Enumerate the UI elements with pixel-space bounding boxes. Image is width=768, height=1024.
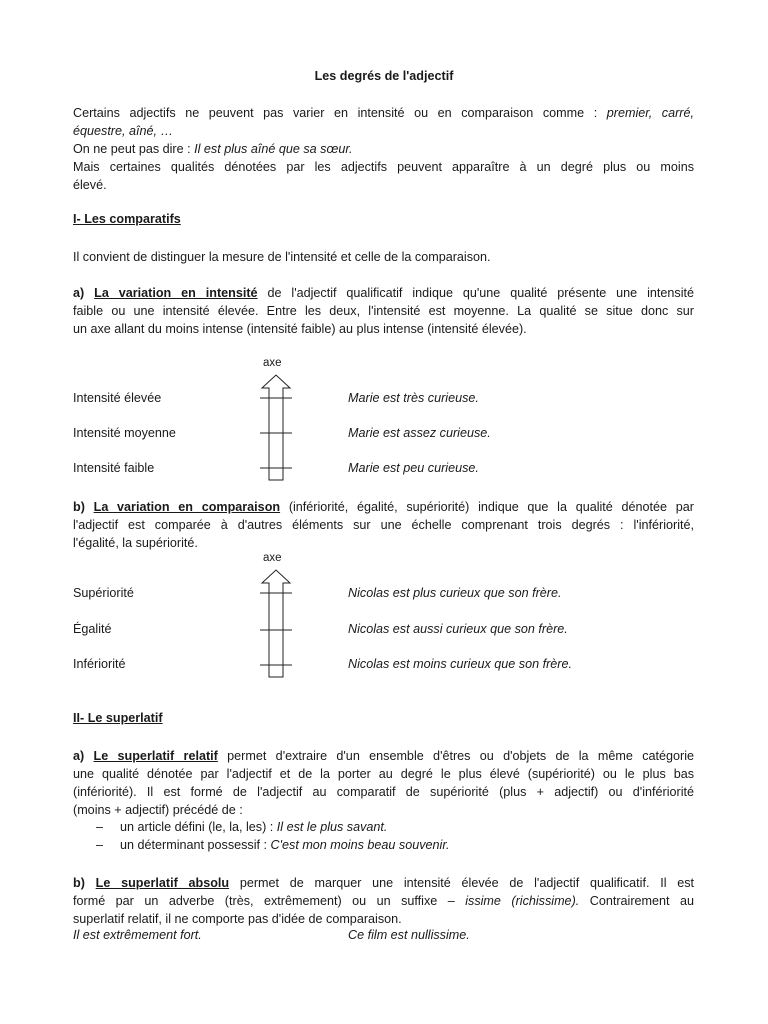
intensity-label: Intensité élevée [73, 391, 162, 405]
list-item-example: C'est mon moins beau souvenir. [270, 838, 450, 852]
section-heading-comparatifs: I- Les comparatifs [73, 212, 181, 226]
paragraph-superlatif-absolu [73, 874, 694, 928]
paragraph-line: superlatif relatif, il ne comporte pas d'idée de comparaison. [73, 912, 402, 926]
paragraph-text: (infériorité, égalité, supériorité) indique que la qualité dénotée par [288, 500, 694, 514]
paragraph-line: (moins + adjectif) précédé de : [73, 803, 243, 817]
paragraph-line [73, 874, 694, 892]
example-sentence: Il est extrêmement fort. [73, 928, 202, 942]
comparison-label: Supériorité [73, 586, 134, 600]
term: La variation en intensité [94, 286, 258, 300]
section-lead [73, 248, 694, 266]
example-sentence: Ce film est nullissime. [348, 928, 470, 942]
intensity-label: Intensité moyenne [73, 426, 176, 440]
paragraph-line: une qualité dénotée par l'adjectif et de la porter au degré le plus élevé (supériorité) ou le plus bas [73, 767, 694, 781]
intensity-example: Marie est peu curieuse. [348, 461, 479, 475]
comparison-example: Nicolas est aussi curieux que son frère. [348, 622, 568, 636]
paragraph-variation-comparaison [73, 498, 694, 552]
comparison-example: Nicolas est moins curieux que son frère. [348, 657, 572, 671]
item-marker: b) [73, 500, 85, 514]
paragraph-line: faible ou une intensité élevée. Entre les deux, l'intensité est moyenne. La qualité se situe donc sur [73, 304, 694, 318]
axis-arrow-icon [258, 372, 294, 482]
paragraph-variation-intensite [73, 284, 694, 338]
paragraph-text: permet de marquer une intensité élevée de l'adjectif qualificatif. Il est [239, 876, 695, 890]
paragraph-superlatif-relatif [73, 747, 694, 819]
intensity-example: Marie est assez curieuse. [348, 426, 491, 440]
term: Le superlatif relatif [93, 749, 218, 763]
item-marker: a) [73, 286, 85, 300]
paragraph-line: (infériorité). Il est formé de l'adjectif au comparatif de supériorité (plus + adjectif) ou d'infériorité [73, 785, 694, 799]
intro-text: On ne peut pas dire : [73, 142, 191, 156]
paragraph-line: l'égalité, la supériorité. [73, 536, 198, 550]
paragraph-line [73, 747, 694, 765]
bullet-dash: – [96, 838, 104, 852]
term: Le superlatif absolu [95, 876, 230, 890]
list-item-text: un article défini (le, la, les) : [120, 820, 274, 834]
comparison-label: Égalité [73, 622, 112, 636]
intensity-example: Marie est très curieuse. [348, 391, 479, 405]
intro-line: élevé. [73, 178, 107, 192]
term: La variation en comparaison [93, 500, 281, 514]
item-marker: b) [73, 876, 85, 890]
paragraph-line: un axe allant du moins intense (intensité faible) au plus intense (intensité élevée). [73, 322, 527, 336]
comparison-example: Nicolas est plus curieux que son frère. [348, 586, 562, 600]
section-heading-superlatif: II- Le superlatif [73, 711, 163, 725]
paragraph-text: permet d'extraire d'un ensemble d'êtres ou d'objets de la même catégorie [227, 749, 694, 763]
list-item [120, 838, 450, 852]
intro-example: Il est plus aîné que sa sœur. [194, 142, 353, 156]
lead-text: Il convient de distinguer la mesure de l'intensité et celle de la comparaison. [73, 250, 491, 264]
paragraph-text: de l'adjectif qualificatif indique qu'une qualité présente une intensité [267, 286, 695, 300]
intro-paragraph [73, 104, 694, 194]
intensity-label: Intensité faible [73, 461, 155, 475]
document-title: Les degrés de l'adjectif [314, 69, 454, 83]
paragraph-line [73, 284, 694, 302]
intro-examples: premier, carré, [606, 106, 694, 120]
axis-arrow-icon [258, 567, 294, 679]
list-item-example: Il est le plus savant. [276, 820, 388, 834]
comparison-label: Infériorité [73, 657, 126, 671]
intro-line: Mais certaines qualités dénotées par les adjectifs peuvent apparaître à un degré plus ou moins [73, 160, 694, 174]
list-item [120, 820, 387, 834]
intro-examples-line: équestre, aîné, … [73, 124, 174, 138]
intro-text: Certains adjectifs ne peuvent pas varier en intensité ou en comparaison comme : [73, 106, 598, 120]
paragraph-text: formé par un adverbe (très, extrêmement) ou un suffixe – [73, 894, 455, 908]
list-item-text: un déterminant possessif : [120, 838, 268, 852]
paragraph-line [73, 498, 694, 516]
intro-line [73, 140, 694, 158]
axis-label: axe [263, 552, 282, 564]
bullet-dash: – [96, 820, 104, 834]
intro-line [73, 104, 694, 122]
axis-label: axe [263, 357, 282, 369]
paragraph-line: l'adjectif est comparée à d'autres éléments sur une échelle comprenant trois degrés : l'infériorité, [73, 518, 694, 532]
paragraph-example: issime (richissime). [465, 894, 580, 908]
paragraph-text: Contrairement au [589, 894, 695, 908]
paragraph-line [73, 892, 694, 910]
item-marker: a) [73, 749, 85, 763]
